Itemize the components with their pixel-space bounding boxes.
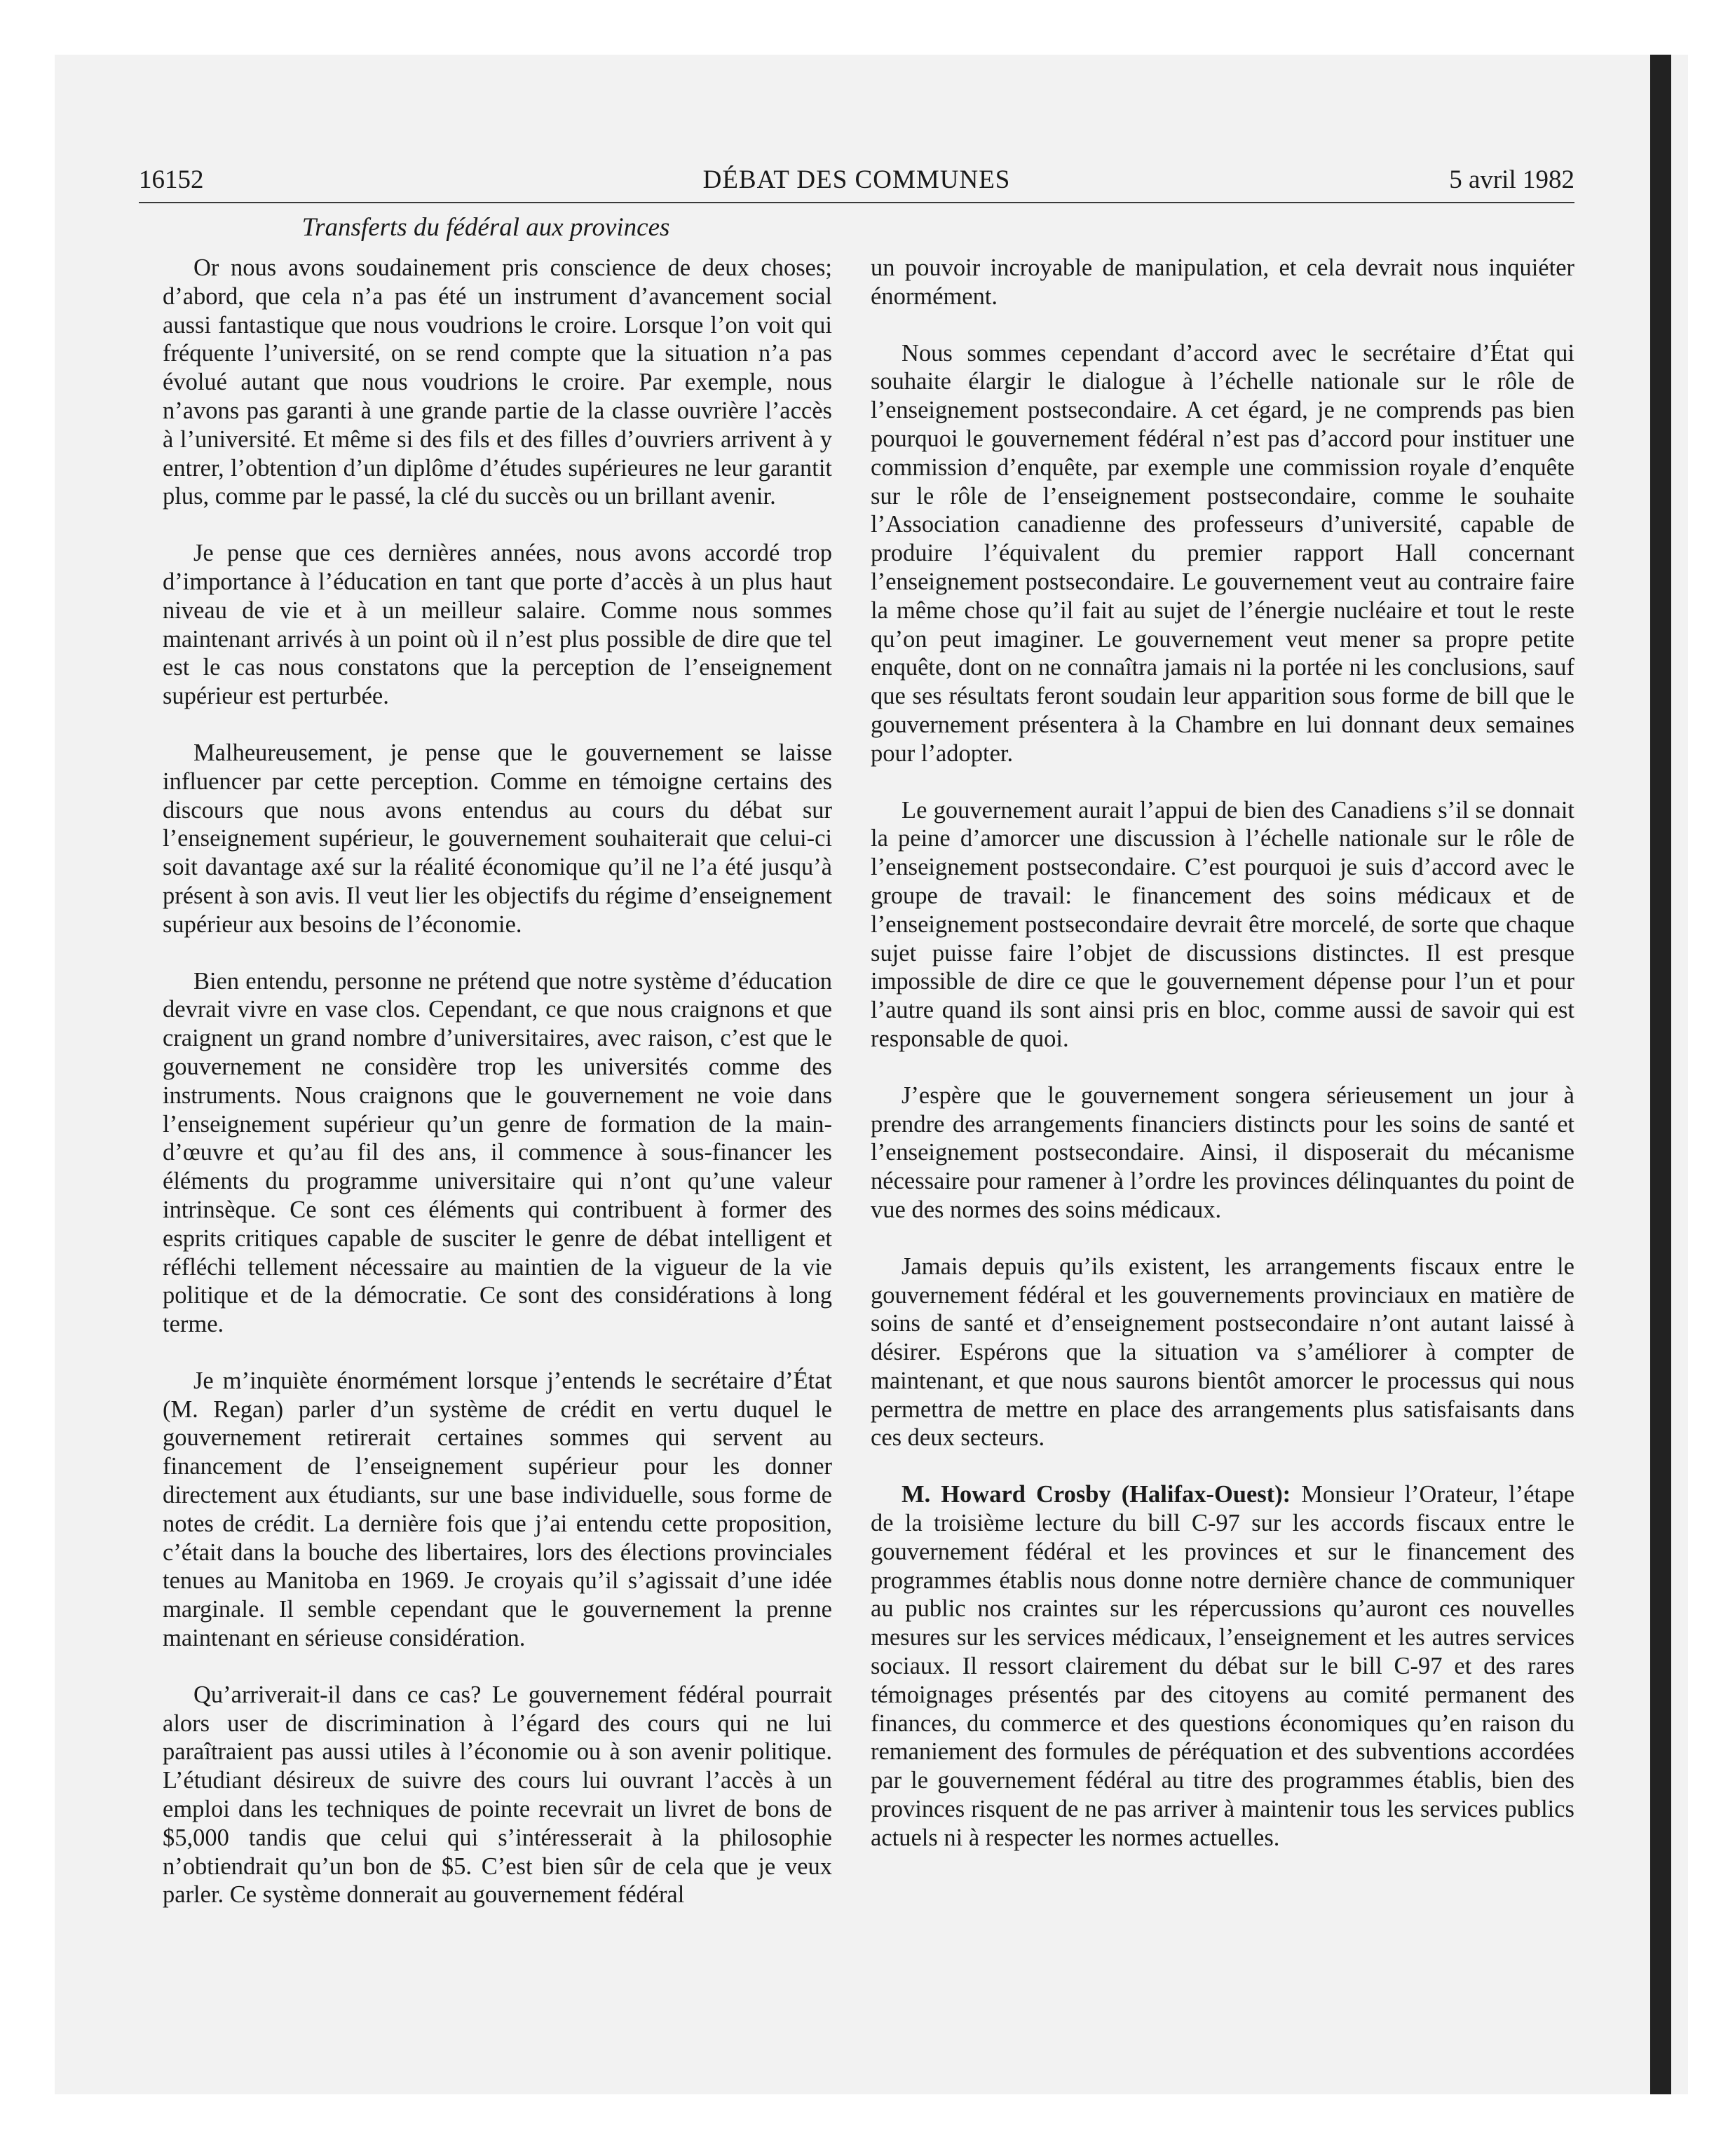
paragraph: Bien entendu, personne ne prétend que notre système d’éducation devrait vivre en vase clos. Cependant, ce que nous craignons et que craignent un grand nombre d’universitaires, avec raison, c’est que le gouvernement ne considère trop les universités comme des instruments. Nous craignons que le gouvernement ne voie dans l’enseignement supérieur qu’un genre de formation de la main-d’œuvre et qu’au fil des ans, il commence à sous-financer les éléments du programme universitaire qui n’ont qu’une valeur intrinsèque. Ce sont ces éléments qui contribuent à former des esprits critiques capable de susciter le genre de débat intelligent et réfléchi tellement nécessaire au maintien de la vigueur de la vie politique et de la démocratie. Ce sont des considérations à long terme. — [163, 967, 832, 1338]
paragraph: J’espère que le gouvernement songera sérieusement un jour à prendre des arrangements financiers distincts pour les soins de santé et l’enseignement postsecondaire. Ainsi, il disposerait du mécanisme nécessaire pour ramener à l’ordre les provinces délinquantes du point de vue des normes des soins médicaux. — [871, 1082, 1574, 1223]
paragraph: Je m’inquiète énormément lorsque j’entends le secrétaire d’État (M. Regan) parler d’un système de crédit en vertu duquel le gouvernement retirerait certaines sommes qui servent au financement de l’enseignement supérieur pour les donner directement aux étudiants, sur une base individuelle, sous forme de notes de crédit. La dernière fois que j’ai entendu cette proposition, c’était dans la bouche des libertaires, lors des élections provinciales tenues au Manitoba en 1969. Je croyais qu’il s’agissait d’une idée marginale. Il semble cependant que le gouvernement la prenne maintenant en sérieuse considération. — [163, 1367, 832, 1652]
paragraph: Le gouvernement aurait l’appui de bien des Canadiens s’il se donnait la peine d’amorcer une discussion à l’échelle nationale sur le rôle de l’enseignement postsecondaire. C’est pourquoi je suis d’accord avec le groupe de travail: le financement des soins médicaux et de l’enseignement postsecondaire devrait être morcelé, de sorte que chaque sujet puisse faire l’objet de discussions distinctes. Il est presque impossible de dire ce que le gouvernement dépense pour l’un et pour l’autre quand ils sont ainsi pris en bloc, comme aussi de savoir qui est responsable de quoi. — [871, 796, 1574, 1052]
left-column — [163, 254, 832, 1937]
paragraph: Nous sommes cependant d’accord avec le secrétaire d’État qui souhaite élargir le dialogue à l’échelle nationale sur le rôle de l’enseignement postsecondaire. A cet égard, je ne comprends pas bien pourquoi le gouvernement fédéral n’est pas d’accord pour instituer une commission d’enquête, par exemple une commission royale d’enquête sur le rôle de l’enseignement postsecondaire, comme le souhaite l’Association canadienne des professeurs d’université, capable de produire l’équivalent du premier rapport Hall concernant l’enseignement postsecondaire. Le gouvernement veut au contraire faire la même chose qu’il fait au sujet de l’énergie nucléaire et tout le reste qu’on peut imaginer. Le gouvernement veut mener sa propre petite enquête, dont on ne connaîtra jamais ni la portée ni les conclusions, sauf que ses résultats feront soudain leur apparition sous forme de bill que le gouvernement présentera à la Chambre en lui donnant deux semaines pour l’adopter. — [871, 339, 1574, 767]
page-date: 5 avril 1982 — [1449, 165, 1574, 194]
paragraph: Malheureusement, je pense que le gouvernement se laisse influencer par cette perception. Comme en témoigne certains des discours que nous avons entendus au cours du débat sur l’enseignement supérieur, le gouvernement souhaiterait que celui-ci soit davantage axé sur la réalité économique qu’il ne l’a été jusqu’à présent à son avis. Il veut lier les objectifs du régime d’enseignement supérieur aux besoins de l’économie. — [163, 739, 832, 938]
paragraph: Or nous avons soudainement pris conscience de deux choses; d’abord, que cela n’a pas été un instrument d’avancement social aussi fantastique que nous voudrions le croire. Lorsque l’on voit qui fréquente l’université, on se rend compte que la situation n’a pas évolué autant que nous voudrions le croire. Par exemple, nous n’avons pas garanti à une grande partie de la classe ouvrière l’accès à l’université. Et même si des fils et des filles d’ouvriers arrivent à y entrer, l’obtention d’un diplôme d’études supérieures ne leur garantit plus, comme par le passé, la clé du succès ou un brillant avenir. — [163, 254, 832, 510]
scan-edge-shadow — [1650, 55, 1671, 2094]
section-title: Transferts du fédéral aux provinces — [301, 213, 670, 242]
paragraph: Je pense que ces dernières années, nous avons accordé trop d’importance à l’éducation en tant que porte d’accès à un plus haut niveau de vie et à un meilleur salaire. Comme nous sommes maintenant arrivés à un point où il n’est plus possible de dire que tel est le cas nous constatons que la perception de l’enseignement supérieur est perturbée. — [163, 540, 832, 710]
continued-paragraph: un pouvoir incroyable de manipulation, et cela devrait nous inquiéter énormément. — [871, 254, 1574, 310]
right-column — [871, 254, 1574, 1881]
speech-paragraph — [871, 1480, 1574, 1852]
speaker-name: M. Howard Crosby (Halifax-Ouest): — [901, 1481, 1291, 1508]
paragraph: Qu’arriverait-il dans ce cas? Le gouvernement fédéral pourrait alors user de discrimination à l’égard des cours qui ne lui paraîtraient pas aussi utiles à l’économie ou à son avenir politique. L’étudiant désireux de suivre des cours lui ouvrant l’accès à un emploi dans les techniques de pointe recevrait un livret de bons de $5,000 tandis que celui qui s’intéresserait à la philosophie n’obtiendrait qu’un bon de $5. C’est bien sûr de cela que je veux parler. Ce système donnerait au gouvernement fédéral — [163, 1681, 832, 1909]
page-number: 16152 — [139, 165, 204, 194]
paragraph: Jamais depuis qu’ils existent, les arrangements fiscaux entre le gouvernement fédéral et les gouvernements provinciaux en matière de soins de santé et d’enseignement postsecondaire n’ont autant laissé à désirer. Espérons que la situation va s’améliorer à compter de maintenant, et que nous saurons bientôt amorcer le processus qui nous permettra de mettre en place des arrangements plus satisfaisants dans ces deux secteurs. — [871, 1253, 1574, 1452]
page-header — [139, 163, 1574, 203]
speech-text: Monsieur l’Orateur, l’étape de la troisième lecture du bill C-97 sur les accords fiscaux entre le gouvernement fédéral et les provinces et sur le financement des programmes établis nous donne notre dernière chance de communiquer au public nos craintes sur les répercussions qu’auront ces nouvelles mesures sur les services médicaux, l’enseignement et les autres services sociaux. Il ressort clairement du débat sur le bill C-97 et des rares témoignages présentés par des citoyens au comité permanent des finances, du commerce et des questions économiques qu’en raison du remaniement des formules de péréquation et des subventions accordées par le gouvernement fédéral au titre des programmes établis, bien des provinces risquent de ne pas arriver à maintenir tous les services publics actuels ni à respecter les normes actuelles. — [871, 1481, 1575, 1851]
publication-title: DÉBAT DES COMMUNES — [702, 165, 1011, 194]
